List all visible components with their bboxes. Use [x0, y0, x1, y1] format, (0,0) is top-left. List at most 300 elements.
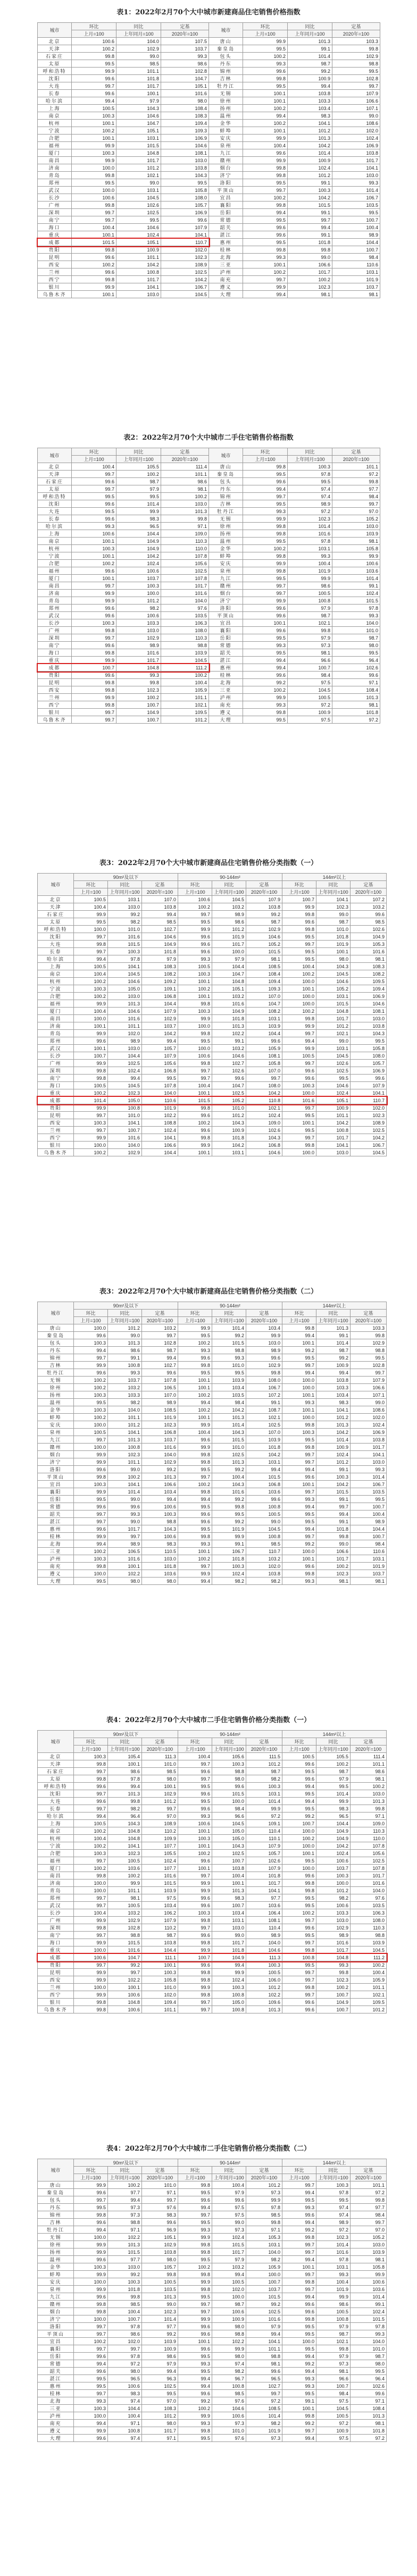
city-name: 桂林 [209, 672, 243, 679]
index-value: 100.1 [178, 1089, 212, 1097]
index-value: 103.2 [212, 1045, 246, 1052]
index-value: 100.2 [178, 1339, 212, 1347]
index-value: 102.5 [161, 567, 209, 575]
index-value: 99.5 [178, 2189, 212, 2196]
index-value: 102.1 [246, 1104, 282, 1112]
index-value: 100.7 [351, 1503, 387, 1511]
index-value: 100.0 [74, 1015, 108, 1022]
city-name: 常德 [209, 642, 243, 649]
city-name: 南宁 [38, 642, 72, 649]
index-value: 103.0 [351, 1458, 387, 1466]
table-row [38, 231, 380, 239]
city-name: 昆明 [38, 679, 72, 686]
index-value: 101.8 [212, 1134, 246, 1142]
index-value: 107.7 [142, 1842, 178, 1850]
col-header-mom: 环比 [72, 448, 116, 456]
table-row [38, 1421, 387, 1429]
index-value: 102.6 [246, 1857, 282, 1865]
index-value: 100.5 [288, 590, 332, 597]
index-value: 101.5 [246, 2293, 282, 2301]
index-value: 102.5 [108, 1060, 142, 1067]
index-value: 99.8 [178, 1976, 212, 1984]
table-row [38, 903, 387, 911]
index-value: 105.5 [316, 1753, 351, 1760]
index-value: 99.4 [108, 1783, 142, 1790]
index-value: 99.1 [288, 231, 332, 239]
city-name: 太原 [38, 918, 74, 926]
index-value: 101.0 [108, 926, 142, 933]
index-value: 105.1 [161, 82, 209, 90]
table-row [38, 1511, 387, 1518]
header-row-base [38, 1746, 387, 1753]
index-value: 99.3 [108, 1511, 142, 1518]
index-value: 99.3 [178, 1813, 212, 1820]
index-value: 110.8 [246, 1097, 282, 1104]
index-value: 99.8 [316, 1533, 351, 1540]
city-name: 岳阳 [38, 1496, 74, 1503]
index-value: 106.9 [161, 209, 209, 216]
index-value: 99.6 [178, 948, 212, 955]
index-value: 99.8 [72, 276, 116, 283]
index-value: 98.0 [108, 1578, 142, 1585]
index-value: 100.3 [74, 1391, 108, 1399]
table-row [38, 523, 380, 530]
index-value: 101.6 [351, 1879, 387, 1887]
index-value: 106.7 [161, 283, 209, 291]
city-name: 温州 [209, 112, 243, 120]
city-name: 济南 [38, 1879, 74, 1887]
table-row [38, 1842, 387, 1850]
index-value: 102.0 [161, 246, 209, 254]
size-large-header: 144m²以上 [282, 1302, 387, 1310]
index-value: 100.0 [282, 1827, 316, 1835]
index-value: 97.1 [108, 2420, 142, 2427]
city-name: 赣州 [38, 1444, 74, 1451]
col-header-mom: 环比 [74, 1738, 108, 1746]
index-value: 100.1 [72, 291, 116, 298]
index-value: 97.3 [212, 2420, 246, 2427]
index-value: 103.0 [246, 1339, 282, 1347]
index-value: 107.9 [142, 1052, 178, 1060]
index-value: 97.3 [108, 2204, 142, 2211]
index-value: 101.2 [316, 1887, 351, 1894]
index-value: 100.7 [74, 1052, 108, 1060]
city-name: 贵阳 [38, 246, 72, 254]
table-row [38, 209, 380, 216]
city-name: 宜昌 [209, 619, 243, 627]
index-value: 98.9 [108, 1037, 142, 1045]
index-value: 99.2 [282, 1813, 316, 1820]
index-value: 103.1 [116, 187, 161, 194]
index-value: 99.4 [246, 2330, 282, 2338]
index-value: 104.1 [288, 120, 332, 127]
index-value: 99.9 [72, 142, 116, 149]
index-value: 110.0 [161, 545, 209, 552]
index-value: 99.6 [178, 1961, 212, 1969]
table-row [38, 1902, 387, 1909]
index-value: 99.7 [282, 1939, 316, 1946]
index-value: 105.8 [351, 1045, 387, 1052]
index-value: 101.7 [246, 1879, 282, 1887]
index-value: 103.0 [161, 500, 209, 508]
index-value: 100.9 [212, 2315, 246, 2323]
index-value: 101.2 [316, 1458, 351, 1466]
table-row [38, 2263, 387, 2271]
index-value: 98.4 [332, 493, 380, 500]
table-row [38, 2427, 387, 2435]
index-value: 100.1 [178, 1384, 212, 1391]
index-value: 101.6 [316, 2248, 351, 2256]
index-value: 99.8 [243, 552, 288, 560]
index-value: 109.0 [351, 1820, 387, 1827]
index-value: 104.1 [116, 283, 161, 291]
col-header-city: 城市 [38, 874, 74, 896]
table-row [38, 963, 387, 970]
index-value: 99.7 [282, 2181, 316, 2189]
city-name: 深圳 [38, 1067, 74, 1075]
index-value: 101.8 [142, 948, 178, 955]
table-row [38, 105, 380, 112]
index-value: 102.7 [142, 926, 178, 933]
city-name: 银川 [38, 283, 72, 291]
table-row [38, 2301, 387, 2308]
city-name: 济南 [38, 590, 72, 597]
index-value: 105.0 [108, 985, 142, 993]
index-value: 102.9 [351, 1339, 387, 1347]
index-value: 101.5 [142, 1879, 178, 1887]
index-value: 99.0 [142, 2301, 178, 2308]
index-value: 100.6 [108, 2006, 142, 2013]
city-name: 扬州 [209, 105, 243, 112]
index-value: 100.5 [108, 1902, 142, 1909]
index-value: 99.7 [108, 1969, 142, 1976]
index-value: 108.8 [142, 1119, 178, 1127]
index-value: 101.1 [246, 2345, 282, 2353]
index-value: 104.5 [212, 1820, 246, 1827]
header-row-size [38, 1731, 387, 1738]
index-value: 98.0 [212, 1775, 246, 1783]
col-header-base-mom: 上月=100 [74, 2174, 108, 2181]
index-value: 99.5 [243, 716, 288, 724]
index-value: 106.8 [246, 1142, 282, 1149]
index-value: 101.5 [178, 1097, 212, 1104]
index-value: 101.8 [212, 1555, 246, 1563]
index-value: 100.5 [316, 2308, 351, 2315]
col-header-base-yoy: 上年同月=100 [108, 2174, 142, 2181]
index-value: 99.0 [316, 911, 351, 918]
city-name: 南京 [38, 970, 74, 978]
index-value: 100.2 [351, 1783, 387, 1790]
city-name: 福州 [38, 1000, 74, 1008]
index-value: 99.9 [74, 1458, 108, 1466]
city-name: 三亚 [209, 686, 243, 694]
index-value: 104.1 [316, 1406, 351, 1414]
col-header-base-fixed: 2020年=100 [332, 30, 380, 38]
index-value: 99.9 [178, 1015, 212, 1022]
city-name: 金华 [209, 120, 243, 127]
city-name: 湛江 [38, 1518, 74, 1525]
index-value: 99.8 [351, 2196, 387, 2204]
city-name: 银川 [38, 709, 72, 716]
index-value: 99.6 [72, 268, 116, 276]
index-value: 99.7 [178, 2308, 212, 2315]
index-value: 99.5 [74, 1578, 108, 1585]
index-value: 96.6 [316, 2375, 351, 2382]
index-value: 98.5 [351, 918, 387, 926]
index-value: 98.4 [212, 1399, 246, 1406]
index-value: 100.3 [178, 1909, 212, 1917]
index-value: 104.3 [212, 1119, 246, 1127]
index-value: 100.1 [178, 1377, 212, 1384]
index-value: 98.0 [142, 2256, 178, 2263]
index-value: 105.3 [246, 2234, 282, 2241]
index-value: 103.6 [246, 1902, 282, 1909]
index-value: 98.1 [332, 701, 380, 709]
city-name: 大连 [38, 82, 72, 90]
index-value: 100.8 [246, 1533, 282, 1540]
index-value: 103.6 [332, 567, 380, 575]
index-value: 100.1 [282, 1555, 316, 1563]
index-value: 99.7 [243, 590, 288, 597]
index-value: 99.3 [282, 1496, 316, 1503]
col-header-yoy: 同比 [316, 2167, 351, 2174]
index-value: 106.3 [351, 1909, 387, 1917]
index-value: 99.4 [282, 1783, 316, 1790]
index-value: 99.4 [243, 112, 288, 120]
index-value: 100.2 [243, 545, 288, 552]
index-value: 107.8 [161, 575, 209, 582]
index-value: 109.5 [351, 978, 387, 985]
index-value: 99.5 [142, 2390, 178, 2397]
index-value: 99.7 [282, 1060, 316, 1067]
table-row [38, 634, 380, 642]
index-value: 101.6 [161, 90, 209, 97]
index-value: 99.7 [282, 1488, 316, 1496]
index-value: 99.8 [282, 911, 316, 918]
index-value: 101.2 [288, 172, 332, 179]
city-name: 吉林 [209, 75, 243, 82]
index-value: 106.8 [142, 1429, 178, 1436]
city-name: 宁波 [38, 985, 74, 993]
index-value: 99.6 [212, 1075, 246, 1082]
city-name: 长沙 [38, 1909, 74, 1917]
col-header-base-yoy: 上年同月=100 [116, 456, 161, 463]
index-value: 100.0 [72, 187, 116, 194]
index-value: 99.6 [178, 1127, 212, 1134]
index-value: 100.4 [332, 224, 380, 231]
index-value: 100.6 [178, 896, 212, 903]
city-name: 乌鲁木齐 [38, 2006, 74, 2013]
index-value: 99.9 [243, 38, 288, 45]
index-value: 99.6 [243, 612, 288, 619]
index-value: 102.1 [288, 619, 332, 627]
index-value: 98.1 [288, 291, 332, 298]
index-value: 102.1 [316, 1030, 351, 1037]
col-header-mom: 环比 [282, 1310, 316, 1317]
index-value: 101.2 [316, 1022, 351, 1030]
index-value: 101.3 [161, 508, 209, 515]
index-value: 99.6 [178, 1511, 212, 1518]
city-name: 西安 [38, 261, 72, 268]
city-name: 徐州 [38, 1384, 74, 1391]
table-row [38, 1496, 387, 1503]
city-name: 无锡 [209, 90, 243, 97]
index-value: 107.9 [142, 1008, 178, 1015]
index-value: 99.2 [108, 2271, 142, 2278]
city-name: 哈尔滨 [38, 955, 74, 963]
index-value: 99.5 [161, 179, 209, 187]
city-name: 深圳 [38, 1924, 74, 1932]
index-value: 100.3 [72, 545, 116, 552]
index-value: 101.6 [108, 933, 142, 941]
index-value: 100.4 [178, 1429, 212, 1436]
index-value: 108.4 [351, 2405, 387, 2412]
index-value: 103.6 [351, 2286, 387, 2293]
index-value: 100.8 [212, 1991, 246, 1999]
table-row [38, 1097, 387, 1104]
table-row [38, 1142, 387, 1149]
index-value: 98.8 [332, 60, 380, 68]
index-value: 99.9 [74, 2427, 108, 2435]
index-value: 99.7 [108, 1533, 142, 1540]
city-name: 徐州 [209, 523, 243, 530]
index-value: 104.1 [246, 2338, 282, 2345]
header-row-size [38, 2159, 387, 2167]
table-row [38, 649, 380, 657]
index-value: 102.3 [316, 1976, 351, 1984]
index-value: 101.0 [142, 1984, 178, 1991]
index-value: 99.7 [316, 1503, 351, 1511]
index-value: 99.6 [282, 918, 316, 926]
index-value: 97.6 [212, 2435, 246, 2442]
index-value: 101.6 [108, 1946, 142, 1954]
index-value: 96.5 [316, 1813, 351, 1820]
index-value: 99.5 [282, 1354, 316, 1362]
index-value: 103.0 [212, 1924, 246, 1932]
table-row [38, 164, 380, 172]
index-value: 99.8 [282, 1015, 316, 1022]
index-value: 99.8 [178, 1030, 212, 1037]
col-header-base-yoy: 上年同月=100 [212, 888, 246, 896]
index-value: 104.6 [161, 142, 209, 149]
index-value: 104.5 [212, 896, 246, 903]
city-name: 成都 [38, 239, 72, 246]
index-value: 101.3 [332, 694, 380, 701]
index-value: 106.8 [142, 1067, 178, 1075]
index-value: 104.6 [246, 933, 282, 941]
index-value: 103.9 [212, 1377, 246, 1384]
index-value: 99.7 [72, 716, 116, 724]
index-value: 99.4 [282, 2353, 316, 2360]
city-name: 杭州 [38, 545, 72, 552]
index-value: 97.7 [108, 2189, 142, 2196]
index-value: 100.7 [332, 216, 380, 224]
table-row [38, 709, 380, 716]
index-value: 104.0 [108, 1142, 142, 1149]
table-row [38, 955, 387, 963]
index-value: 97.9 [288, 605, 332, 612]
index-value: 101.9 [142, 1104, 178, 1112]
index-value: 99.3 [243, 60, 288, 68]
index-value: 103.8 [246, 903, 282, 911]
index-value: 97.8 [288, 471, 332, 478]
index-value: 101.8 [142, 1563, 178, 1570]
city-name: 宁波 [38, 1842, 74, 1850]
index-value: 100.9 [142, 2345, 178, 2353]
index-value: 102.3 [142, 1421, 178, 1429]
index-value: 103.0 [351, 2241, 387, 2248]
col-header-base-yoy: 上年同月=100 [212, 1317, 246, 1324]
index-value: 98.2 [246, 2256, 282, 2263]
table-row [38, 1887, 387, 1894]
city-name: 金华 [38, 1406, 74, 1414]
col-header-base-yoy: 上年同月=100 [116, 30, 161, 38]
index-value: 104.0 [332, 619, 380, 627]
table2 [37, 448, 380, 724]
city-name: 常德 [209, 216, 243, 224]
index-value: 102.2 [212, 2338, 246, 2345]
index-value: 107.8 [142, 1377, 178, 1384]
index-value: 100.1 [282, 1339, 316, 1347]
index-value: 104.0 [246, 1939, 282, 1946]
index-value: 99.5 [72, 508, 116, 515]
index-value: 103.3 [316, 1384, 351, 1391]
index-value: 98.6 [161, 60, 209, 68]
city-name: 宁波 [38, 552, 72, 560]
table-row [38, 283, 380, 291]
index-value: 101.5 [108, 941, 142, 948]
city-name: 蚌埠 [209, 127, 243, 135]
index-value: 99.8 [282, 1946, 316, 1954]
index-value: 99.6 [282, 1473, 316, 1481]
index-value: 107.2 [351, 896, 387, 903]
index-value: 101.5 [351, 2315, 387, 2323]
city-name: 遵义 [38, 2427, 74, 2435]
city-name: 郑州 [38, 1037, 74, 1045]
index-value: 104.9 [351, 933, 387, 941]
index-value: 99.8 [178, 1451, 212, 1458]
col-header-mom: 环比 [178, 1738, 212, 1746]
index-value: 102.4 [212, 1976, 246, 1984]
index-value: 104.4 [142, 1946, 178, 1954]
index-value: 100.6 [116, 567, 161, 575]
index-value: 99.5 [178, 1503, 212, 1511]
index-value: 99.7 [282, 1969, 316, 1976]
index-value: 99.9 [246, 2196, 282, 2204]
index-value: 99.8 [178, 1991, 212, 1999]
index-value: 106.7 [212, 1548, 246, 1555]
index-value: 100.4 [212, 2181, 246, 2189]
index-value: 104.3 [246, 1134, 282, 1142]
header-row [38, 1310, 387, 1317]
index-value: 99.6 [282, 1067, 316, 1075]
col-header-city: 城市 [38, 1302, 74, 1324]
index-value: 104.6 [316, 978, 351, 985]
index-value: 108.0 [246, 1082, 282, 1089]
index-value: 101.3 [108, 1000, 142, 1008]
index-value: 98.4 [316, 2390, 351, 2397]
index-value: 97.6 [351, 1894, 387, 1902]
city-name: 合肥 [38, 1850, 74, 1857]
col-header-base-fixed: 2020年=100 [246, 1746, 282, 1753]
index-value: 99.5 [243, 239, 288, 246]
index-value: 101.6 [316, 1939, 351, 1946]
index-value: 100.1 [72, 552, 116, 560]
index-value: 103.4 [142, 1488, 178, 1496]
index-value: 102.1 [246, 1414, 282, 1421]
index-value: 99.4 [243, 291, 288, 298]
city-name: 桂林 [209, 246, 243, 254]
